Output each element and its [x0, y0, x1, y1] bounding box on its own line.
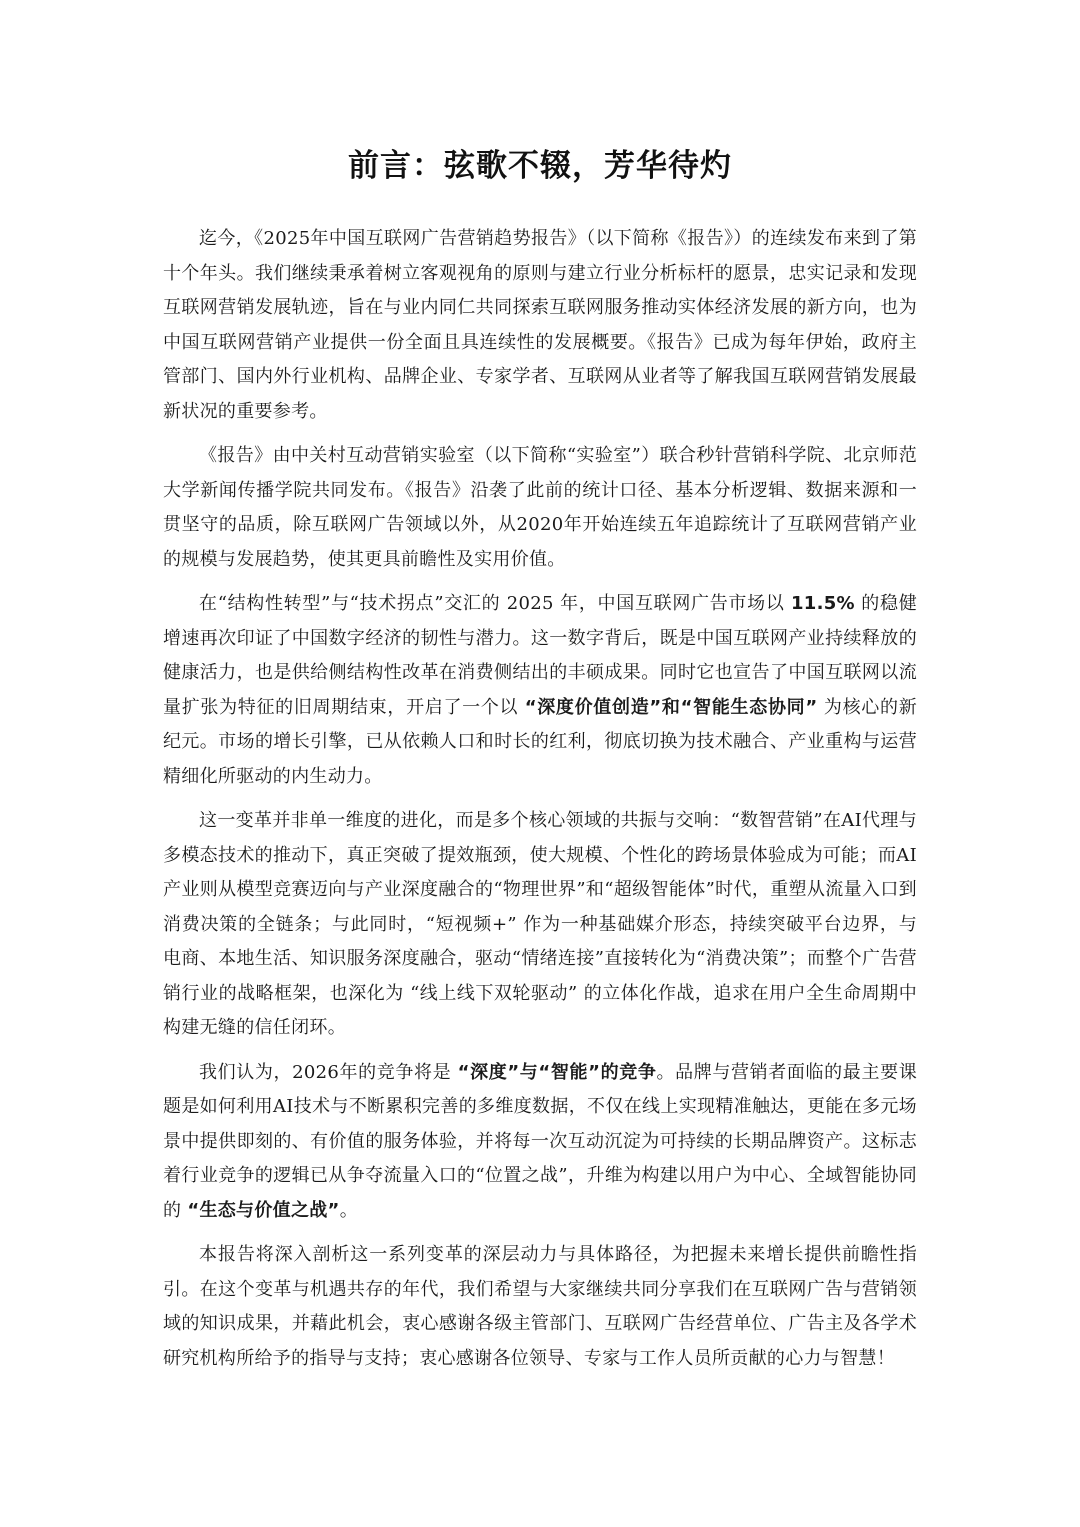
text-run: 我们认为，2026年的竞争将是 — [199, 1061, 458, 1083]
text-run: 这一变革并非单一维度的进化，而是多个核心领域的共振与交响：“数智营销”在AI代理与多模态技术的推动下，真正突破了提效瓶颈，使大规模、个性化的跨场景体验成为可能；而AI产业则从模型竞赛迈向与产业深度融合的“物理世界”和“超级智能体”时代，重塑从流量入口到消费决策的全链条；与此同时，“短视频+” 作为一种基础媒介形态，持续突破平台边界，与电商、本地生活、知识服务深度融合，驱动“情绪连接”直接转化为“消费决策”；而整个广告营销行业的战略框架，也深化为 “线上线下双轮驱动” 的立体化作战，追求在用户全生命周期中构建无缝的信任闭环。 — [163, 810, 917, 1038]
paragraph — [163, 1056, 917, 1229]
text-run: 。品牌与营销者面临的最主要课题是如何利用AI技术与不断累积完善的多维度数据，不仅在线上实现精准触达，更能在多元场景中提供即刻的、有价值的服务体验，并将每一次互动沉淀为可持续的长期品牌资产。这标志着行业竞争的逻辑已从争夺流量入口的“位置之战”，升维为构建以用户为中心、全域智能协同的 — [163, 1061, 918, 1221]
text-run: 在“结构性转型”与“技术拐点”交汇的 2025 年，中国互联网广告市场以 — [199, 593, 791, 614]
paragraph — [163, 439, 917, 577]
text-run: 。 — [339, 1199, 358, 1221]
text-run: 为核心的新纪元。市场的增长引擎，已从依赖人口和时长的红利，彻底切换为技术融合、产业重构与运营精细化所驱动的内生动力。 — [163, 696, 917, 787]
text-run: 迄今，《2025年中国互联网广告营销趋势报告》（以下简称《报告》）的连续发布来到了第十个年头。我们继续秉承着树立客观视角的原则与建立行业分析标杆的愿景，忠实记录和发现互联网营销发展轨迹，旨在与业内同仁共同探索互联网服务推动实体经济发展的新方向，也为中国互联网营销产业提供一份全面且具连续性的发展概要。《报告》已成为每年伊始，政府主管部门、国内外行业机构、品牌企业、专家学者、互联网从业者等了解我国互联网营销发展最新状况的重要参考。 — [163, 228, 917, 422]
emphasis-text: “深度价值创造”和“智能生态协同” — [524, 696, 818, 718]
paragraph — [163, 804, 917, 1046]
text-run: 《报告》由中关村互动营销实验室（以下简称“实验室”）联合秒针营销科学院、北京师范大学新闻传播学院共同发布。《报告》沿袭了此前的统计口径、基本分析逻辑、数据来源和一贯坚守的品质，除互联网广告领域以外，从2020年开始连续五年追踪统计了互联网营销产业的规模与发展趋势，使其更具前瞻性及实用价值。 — [163, 445, 917, 570]
text-run: 的稳健增速再次印证了中国数字经济的韧性与潜力。这一数字背后，既是中国互联网产业持续释放的健康活力，也是供给侧结构性改革在消费侧结出的丰硕成果。同时它也宣告了中国互联网以流量扩张为特征的旧周期结束，开启了一个以 — [163, 593, 917, 718]
paragraph — [163, 222, 917, 429]
body-text — [163, 222, 917, 1386]
emphasis-text: “生态与价值之战” — [187, 1199, 340, 1221]
paragraph — [163, 1238, 917, 1376]
text-run: 本报告将深入剖析这一系列变革的深层动力与具体路径，为把握未来增长提供前瞻性指引。在这个变革与机遇共存的年代，我们希望与大家继续共同分享我们在互联网广告与营销领域的知识成果，并藉此机会，衷心感谢各级主管部门、互联网广告经营单位、广告主及各学术研究机构所给予的指导与支持；衷心感谢各位领导、专家与工作人员所贡献的心力与智慧！ — [163, 1244, 917, 1369]
emphasis-text: 11.5% — [790, 593, 855, 614]
page-title: 前言：弦歌不辍，芳华待灼 — [348, 148, 732, 184]
paragraph — [163, 587, 917, 794]
emphasis-text: “深度”与“智能”的竞争 — [457, 1061, 657, 1083]
